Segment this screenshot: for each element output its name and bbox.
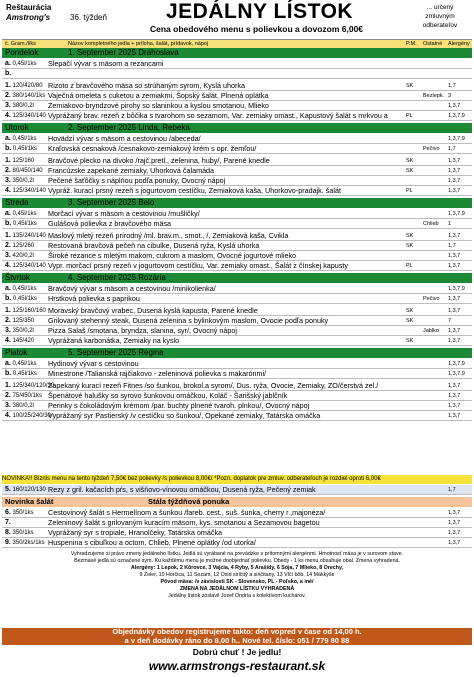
row-dish: Vyprážaný syr Pastierský /v cestíčku so šunkou/, Opekané zemiaky, Tatárska omáčka xyxy=(48,411,321,420)
menu-row xyxy=(2,294,472,304)
right-note-1: ... určený xyxy=(426,4,454,11)
row-dish: Špenátové halušky so syrovo šunkovou omáčkou, Koláč - Šarišský jablčník xyxy=(48,391,288,400)
salat-bar xyxy=(2,497,472,507)
menu-row xyxy=(2,209,472,219)
footer-notes xyxy=(2,551,472,600)
row-pm: SK xyxy=(406,233,414,239)
row-allergens: 1,3,7 xyxy=(448,520,461,526)
row-num: b. 0,45l/1ks xyxy=(5,295,37,302)
menu-title: JEDÁLNY LÍSTOK xyxy=(166,0,354,23)
row-dish: Kraľovská cesnaková /cesnakovo-zemiakový krém s opr. žemľou/ xyxy=(48,144,257,153)
row-allergens: 1,3,7 xyxy=(448,403,461,409)
biz-dish: Rezy z gril. kačacích pŕs, s višňovo-vínovou omáčkou, Dusená ryža, Pečený zemiak xyxy=(48,485,316,494)
row-num: a. 0,45l/1ks xyxy=(5,360,37,367)
col-gram: č. Gram./l/ks xyxy=(5,41,36,47)
row-dish: Hydinový vývar s cestovinou xyxy=(48,359,139,368)
menu-row xyxy=(2,231,472,241)
row-allergens: 1,3,7 xyxy=(448,308,461,314)
row-dish: Hrstková polievka s paprikou xyxy=(48,294,140,303)
row-allergens: 1,3,7 xyxy=(448,158,461,164)
row-dish: Pečené šaťôčky s náplňou podľa ponuky, Ovocný nápoj xyxy=(48,176,226,185)
day-header xyxy=(2,123,472,133)
footer-line: Pôvod mäsa: /v závislosti SK - Slovensko, PL - Poľsko, a iné/ xyxy=(160,579,314,585)
novinka-bar: NOVINKA!! Biznis menu na tento týždeň 7,50€ bez polievky /s polievkou 8,00€/ *Pozn. doplatok pre zmluv. odberateľoch je rozdiel oproti 6,00€ xyxy=(2,475,472,484)
menu-row xyxy=(2,111,472,121)
row-num: 3. 380/0,2l xyxy=(5,102,34,109)
day-header xyxy=(2,198,472,208)
row-allergens: 1,3,7 xyxy=(448,263,461,269)
row-dish: Restovaná bravčová pečeň na cibulke, Dusená ryža, Kyslá uhorka xyxy=(48,241,260,250)
row-dish: Bravčový vývar s mäsom a cestovinou /minikolienka/ xyxy=(48,284,216,293)
menu-row xyxy=(2,381,472,391)
row-dish: Rizoto z bravčového mäsa so strúhaným syrom, Kyslá uhorka xyxy=(48,81,245,90)
menu-row xyxy=(2,186,472,196)
row-other: Chlieb xyxy=(423,221,439,227)
salat-row xyxy=(2,538,472,548)
row-num: 2. 80/450/140 xyxy=(5,167,43,174)
row-dish: Široké rezance s mletým makom, cukrom a maslom, Ovocné jogurtové mlieko xyxy=(48,251,297,260)
row-num: 2. 380/140/1ks xyxy=(5,92,46,99)
row-allergens: 1,3,7,9 xyxy=(448,371,465,377)
menu-row xyxy=(2,241,472,251)
footer-line: Jedálny lístok zostavil Jozef Ondria s kolektívom kuchárov. xyxy=(168,593,306,599)
row-allergens: 1,3,7 xyxy=(448,510,461,516)
day-date: 1. September 2025 Drahoslava xyxy=(68,48,179,57)
day-name: Piatok xyxy=(5,348,28,357)
day-date: 4. September 2025 Rozária xyxy=(68,273,166,282)
row-allergens: 1,7 xyxy=(448,146,456,152)
row-num: 3. 420/0,2l xyxy=(5,252,34,259)
row-pm: SK xyxy=(406,338,414,344)
day-header xyxy=(2,273,472,283)
row-num: 1. 125/160/160 xyxy=(5,307,46,314)
menu-row xyxy=(2,326,472,336)
menu-row xyxy=(2,391,472,401)
day-header xyxy=(2,348,472,358)
row-num: 4. 125/340/140 xyxy=(5,262,46,269)
footer-line: Bezmasé jedlá sú označené sym. Ku každému menu je možné doobjednať polievku. Obedy - 1 ks menu obsahuje obal. Zmena vyhradená. xyxy=(74,558,400,564)
menu-row xyxy=(2,59,472,69)
row-dish: Morčací vývar s mäsom a cestovinou /mušličky/ xyxy=(48,209,200,218)
menu-row xyxy=(2,359,472,369)
day-date: 2. September 2025 Linda, Rebeka xyxy=(68,123,190,132)
restaurant-line1: Reštaurácia xyxy=(6,3,52,12)
row-num: 1. 125/340/120/30 xyxy=(5,382,55,389)
row-allergens: 3 xyxy=(448,93,452,99)
menu-header xyxy=(0,0,474,38)
row-dish: Cestovinový šalát s Hermelínom a šunkou /fareb. cest., suš. šunka, cherry r.,majonéza/ xyxy=(48,508,326,517)
day-header xyxy=(2,48,472,58)
col-allergens: Alergény xyxy=(448,41,470,47)
row-dish: Vyprážaná karbonátka, Zemiaky na kyslo xyxy=(48,336,180,345)
menu-row xyxy=(2,411,472,421)
row-dish: Minestrone /Talianská rajčiakovo - zeleninová polievka s makarónmi/ xyxy=(48,369,267,378)
row-pm: PL xyxy=(406,188,413,194)
menu-row xyxy=(2,144,472,154)
row-pm: SK xyxy=(406,168,414,174)
row-num: 3. 350/0,2l xyxy=(5,177,34,184)
menu-row xyxy=(2,176,472,186)
row-allergens: 1,3,7 xyxy=(448,178,461,184)
row-allergens: 1 xyxy=(448,221,452,227)
row-num: 1. 120/420/80 xyxy=(5,82,43,89)
menu-row xyxy=(2,261,472,271)
menu-row xyxy=(2,134,472,144)
day-date: 3. September 2025 Belo xyxy=(68,198,155,207)
row-pm: SK xyxy=(406,158,414,164)
menu-row xyxy=(2,284,472,294)
row-num: 6. 350/1ks xyxy=(5,509,34,516)
menu-row xyxy=(2,156,472,166)
row-allergens: 1,3,7 xyxy=(448,338,461,344)
row-num: 2. 75/450/1ks xyxy=(5,392,42,399)
row-pm: PL xyxy=(406,263,413,269)
row-allergens: 1,3,7,9 xyxy=(448,286,465,292)
right-note-2: zmluvným xyxy=(425,13,455,20)
right-note-3: odberateľov xyxy=(422,22,458,29)
day-name: Štvrtok xyxy=(5,273,30,282)
website-link[interactable]: www.armstrongs-restaurant.sk xyxy=(148,659,326,673)
row-allergens: 1,3,7 xyxy=(448,296,461,302)
row-pm: PL xyxy=(406,113,413,119)
restaurant-name xyxy=(6,3,51,23)
row-num: 3. 350/0,2l xyxy=(5,327,34,334)
row-allergens: 1,3,7 xyxy=(448,530,461,536)
menu-row xyxy=(2,219,472,229)
row-num: b. 0,45l/1ks xyxy=(5,370,37,377)
thanks-text: Dobrú chuť ! Je jedlu! xyxy=(192,647,282,657)
footer-line: Vyhradzujeme si právo zmeny jedálneho lístku. Jedlá sú vyrábané na prevádzke s prítomnými alergénmi. Hmotnosť mäsa je v surovom stave. xyxy=(70,551,404,557)
row-pm: SK xyxy=(406,318,414,324)
day-name: Streda xyxy=(5,198,29,207)
week-label: 36. týždeň xyxy=(70,13,107,22)
col-other: Ostatné xyxy=(423,41,443,47)
menu-row xyxy=(2,306,472,316)
row-allergens: 1,3,7 xyxy=(448,413,461,419)
row-allergens: 1,3,7,9 xyxy=(448,113,465,119)
row-allergens: 1,7 xyxy=(448,243,456,249)
row-num: b. xyxy=(5,70,12,77)
menu-row xyxy=(2,401,472,411)
row-dish: Zeleninový šalát s grilovaným kuracím mäsom, kys. smotanou a Sezamovou bagetou xyxy=(48,518,320,527)
order-info-bar xyxy=(2,628,472,645)
day-date: 5. September 2025 Regina xyxy=(68,348,164,357)
row-num: 1. 135/240/140 xyxy=(5,232,46,239)
restaurant-line2: Amstrong's xyxy=(6,13,51,22)
menu-row xyxy=(2,69,472,79)
row-num: 4. 125/340/140 xyxy=(5,112,46,119)
row-num: 4. 125/340/140 xyxy=(5,187,46,194)
row-num: 3. 380/0,2l xyxy=(5,402,34,409)
row-num: 4. 100/25/240/30 xyxy=(5,412,51,419)
row-dish: Vyprážaný brav. rezeň z bôčika s tvarohom so sezamom, Var. zemiaky omast., Kapustový šalát s mrkvou a xyxy=(48,111,388,120)
menu-subtitle: Cena obedového menu s polievkou a dovozom 6,00€ xyxy=(150,24,364,34)
footer-line: Alergény: 1 Lepok, 2 Kôrovce, 3 Vajcia, 4 Ryby, 5 Arašidy, 6 Sója, 7 Mlieko, 8 Orechy, xyxy=(130,565,344,571)
col-name: Názov kompletného jedla + príloha, šalát, prídavok, nápoj xyxy=(68,41,209,47)
menu-row xyxy=(2,166,472,176)
col-pm: P.M. xyxy=(406,41,417,47)
row-dish: Vypráž. kurací prsný rezeň s jogurtovom cestíčku, Zemiaková kaša, Uhorkovo-pradajk. šalát xyxy=(48,186,341,195)
row-dish: Vyprážaný syr s tropiale, Hranolčeky, Tatárska omáčka xyxy=(48,528,223,537)
biz-num: 5. 160/120/130 xyxy=(5,486,46,493)
row-allergens: 1,3,7 xyxy=(448,540,461,546)
row-dish: Vaječná omeleta s cuketou a zemiakmi, Šopský šalát, Plnená oplátka xyxy=(48,91,269,100)
row-num: a. 0,45l/1ks xyxy=(5,285,37,292)
row-dish: Zemiakovo-bryndzové pirohy so slaninkou a kyslou smotanou, Mlieko xyxy=(48,101,269,110)
biz-allergens: 1,7 xyxy=(448,487,456,493)
footer-line: 9 Zeler, 10 Horčica, 11 Sezam, 12 Oxid siričitý a siričitany, 13 Vlčí bôb, 14 Mäkkýše xyxy=(139,572,335,578)
menu-row xyxy=(2,251,472,261)
row-other: Pečivo xyxy=(423,146,440,152)
row-dish: Vypr. morčací prsný rezeň v jogurtovom cestíčku, Var. zemiaky omast., Šalát z čínskej kapusty xyxy=(48,261,348,270)
row-allergens: 1,3,7 xyxy=(448,188,461,194)
row-num: a. 0,45l/1ks xyxy=(5,210,37,217)
footer-line: ZMENA NA JEDÁLNOM LÍSTKU VYHRADENÁ xyxy=(179,586,295,592)
row-allergens: 1,7 xyxy=(448,83,456,89)
menu-row xyxy=(2,316,472,326)
row-allergens: 1,3,7 xyxy=(448,383,461,389)
row-allergens: 1,3,7,9 xyxy=(448,211,465,217)
row-dish: Huspenina s cibuľkou a octom, Chlieb, Plnené oplátky /od utorka/ xyxy=(48,538,256,547)
row-allergens: 1,3,7 xyxy=(448,328,461,334)
row-dish: Bravčové plecko na divoko /rajč.pretl., zelenina, huby/, Parené knedle xyxy=(48,156,270,165)
menu-row xyxy=(2,81,472,91)
row-other: Bezlepk. xyxy=(423,93,445,99)
row-num: a. 0,45l/1ks xyxy=(5,60,37,67)
menu-row xyxy=(2,336,472,346)
menu-row xyxy=(2,369,472,379)
header-right-note xyxy=(410,3,470,30)
row-allergens: 1,3,7 xyxy=(448,233,461,239)
salat-row xyxy=(2,508,472,518)
salat-weekly-label: Stála týždňová ponuka xyxy=(148,497,230,506)
salat-new-label: Novinka šalát xyxy=(5,497,54,506)
row-allergens: 1,3,7 xyxy=(448,103,461,109)
row-dish: Gulášová polievka z bravčového mäsa xyxy=(48,219,172,228)
row-allergens: 1,3,7,9 xyxy=(448,361,465,367)
salat-row xyxy=(2,518,472,528)
row-num: 8. 350/1ks xyxy=(5,529,34,536)
row-num: 2. 125/260 xyxy=(5,242,35,249)
row-other: Pečivo xyxy=(423,296,440,302)
row-dish: Maslový mletý rezeň prírodný /ml. brav.m., smot., /, Zemiaková kaša, Cvikla xyxy=(48,231,289,240)
row-dish: Grilovaný stehenný steak, Dusená zelenina s bylinkovým maslom, Ovocie podľa ponuky xyxy=(48,316,329,325)
row-dish: Zapekaný kurací rezeň Fitnes /so šunkou, brokol.a syrom/, Dus. ryža, Ovocie, Zemiaky, ZO/čerstvá zel./ xyxy=(48,381,379,390)
order-line2: a v deň dodávky ráno do 8,00 h.. Nové tel. číslo: 051 / 779 80 88 xyxy=(124,635,350,645)
row-num: 2. 125/350 xyxy=(5,317,35,324)
row-allergens: 1,3,7,9 xyxy=(448,136,465,142)
biz-row xyxy=(2,485,472,495)
menu-row xyxy=(2,101,472,111)
row-allergens: 1,3,7 xyxy=(448,168,461,174)
row-other: Jablko xyxy=(423,328,439,334)
row-dish: Francúzske zapekané zemiaky, Uhorková čalamáda xyxy=(48,166,215,175)
row-dish: Slepačí vývar s mäsom a rezancami xyxy=(48,59,164,68)
row-num: 4. 145/420 xyxy=(5,337,35,344)
row-num: b. 0,45l/1ks xyxy=(5,220,37,227)
row-dish: Perinky s čokoládovým krémom /par. buchty plnené tvaroh. plnkou/, Ovocný nápoj xyxy=(48,401,310,410)
row-num: 1. 125/160 xyxy=(5,157,35,164)
row-pm: SK xyxy=(406,243,414,249)
row-allergens: 1,3,7 xyxy=(448,253,461,259)
row-dish: Hovädzí vývar s mäsom a cestovinou /abeceda/ xyxy=(48,134,201,143)
day-name: Pondelok xyxy=(5,48,39,57)
row-num: b. 0,45l/1ks xyxy=(5,145,37,152)
row-allergens: 1,3,7 xyxy=(448,393,461,399)
row-num: 9. 350/2ks/1ks xyxy=(5,539,45,546)
row-pm: SK xyxy=(406,308,414,314)
salat-row xyxy=(2,528,472,538)
row-allergens: 7 xyxy=(448,318,452,324)
row-dish: Moravský bravčový vrabec, Dusená kyslá kapusta, Parené knedle xyxy=(48,306,258,315)
row-num: a. 0,45l/1ks xyxy=(5,135,37,142)
row-num: 7. xyxy=(5,519,11,526)
order-line1: Objednávky obedov registrujeme takto: deň vopred v čase od 14,00 h. xyxy=(112,627,362,636)
row-pm: SK xyxy=(406,83,414,89)
day-name: Utorok xyxy=(5,123,29,132)
row-dish: Pizza Salaš /smotana, bryndza, slanina, syr/, Ovocný nápoj xyxy=(48,326,237,335)
menu-row xyxy=(2,91,472,101)
